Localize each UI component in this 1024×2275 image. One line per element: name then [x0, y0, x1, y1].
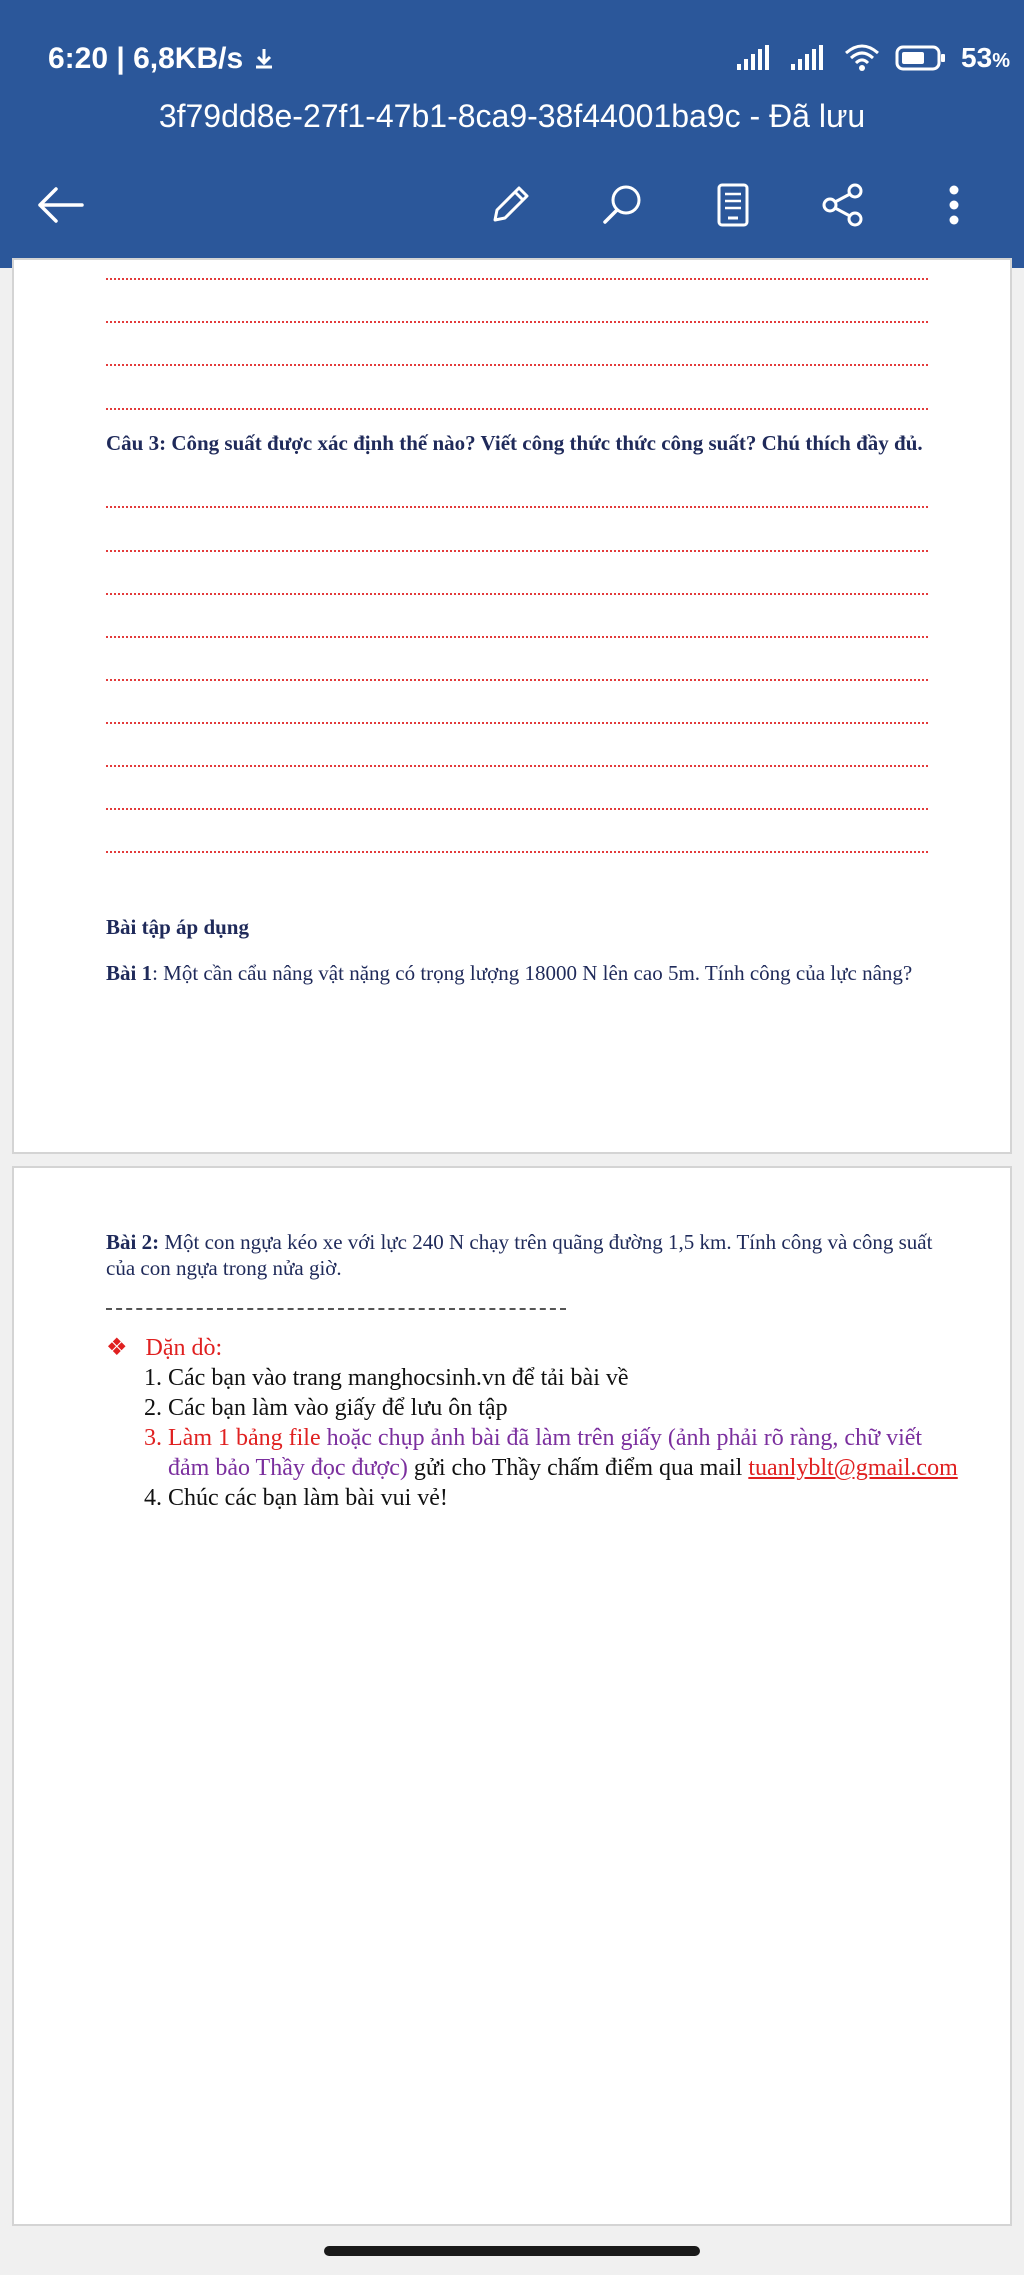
email-link[interactable]: tuanlyblt@gmail.com [748, 1455, 958, 1481]
exercise-2-text: Một con ngựa kéo xe với lực 240 N chạy trên quãng đường 1,5 km. Tính công và công suất của con ngựa trong nửa giờ. [106, 1230, 933, 1280]
list-item: 3. Làm 1 bảng file hoặc chụp ảnh bài đã làm trên giấy (ảnh phải rõ ràng, chữ viết đảm bảo Thầy đọc được) gửi cho Thầy chấm điểm qua mail tuanlyblt@gmail.com [168, 1423, 966, 1483]
answer-line [106, 364, 928, 366]
list-item: 2. Các bạn làm vào giấy để lưu ôn tập [168, 1393, 966, 1423]
wifi-icon [843, 43, 881, 73]
answer-line [106, 636, 928, 638]
status-right [735, 42, 1010, 74]
answer-line [106, 408, 928, 410]
answer-line [106, 722, 928, 724]
list-item: 1. Các bạn vào trang manghocsinh.vn để tải bài về [168, 1363, 966, 1393]
answer-line [106, 851, 928, 853]
share-button[interactable] [813, 175, 873, 235]
notes-section [106, 1333, 966, 1513]
phone-view-icon [713, 182, 753, 228]
exercise-1-label: Bài 1 [106, 961, 153, 985]
download-icon [251, 46, 277, 72]
search-button[interactable] [592, 175, 652, 235]
document-page-2 [12, 1166, 1012, 2226]
edit-button[interactable] [480, 175, 540, 235]
notes-list [106, 1363, 966, 1513]
separator-line [106, 1308, 566, 1310]
answer-line [106, 765, 928, 767]
battery-level: 53% [961, 42, 1010, 73]
back-button[interactable] [30, 175, 90, 235]
more-options-button[interactable] [924, 175, 984, 235]
answer-line [106, 278, 928, 280]
reading-view-button[interactable] [703, 175, 763, 235]
pencil-icon [487, 182, 533, 228]
home-indicator[interactable] [324, 2246, 700, 2256]
answer-line [106, 593, 928, 595]
document-title: 3f79dd8e-27f1-47b1-8ca9-38f44001ba9c - Đã lưu [158, 98, 866, 134]
share-icon [820, 182, 866, 228]
status-left [48, 42, 277, 76]
list-item: 4. Chúc các bạn làm bài vui vẻ! [168, 1483, 966, 1513]
answer-line [106, 506, 928, 508]
question-3: Câu 3: Công suất được xác định thế nào? Viết công thức thức công suất? Chú thích đầy đủ. [106, 431, 923, 455]
status-time-speed: 6:20 | 6,8KB/s [48, 42, 244, 75]
notes-heading-text: Dặn dò: [145, 1335, 223, 1361]
signal-icon-2 [789, 44, 829, 72]
answer-line [106, 321, 928, 323]
more-vertical-icon [944, 182, 964, 228]
document-viewer[interactable] [0, 268, 1024, 2275]
exercise-1-text: : Một cần cẩu nâng vật nặng có trọng lượng 18000 N lên cao 5m. Tính công của lực nâng? [152, 961, 913, 985]
app-bar [0, 0, 1024, 268]
notes-heading [106, 1333, 966, 1363]
answer-line [106, 808, 928, 810]
exercise-2 [106, 1229, 936, 1281]
section-heading: Bài tập áp dụng [106, 915, 249, 939]
signal-icon [735, 44, 775, 72]
back-arrow-icon [34, 185, 86, 225]
document-page-1 [12, 258, 1012, 1154]
answer-line [106, 679, 928, 681]
search-icon [599, 182, 645, 228]
battery-icon [895, 44, 947, 72]
exercise-2-label: Bài 2: [106, 1230, 160, 1254]
diamond-bullet-icon: ❖ [106, 1335, 128, 1361]
answer-line [106, 550, 928, 552]
exercise-1 [106, 960, 936, 986]
